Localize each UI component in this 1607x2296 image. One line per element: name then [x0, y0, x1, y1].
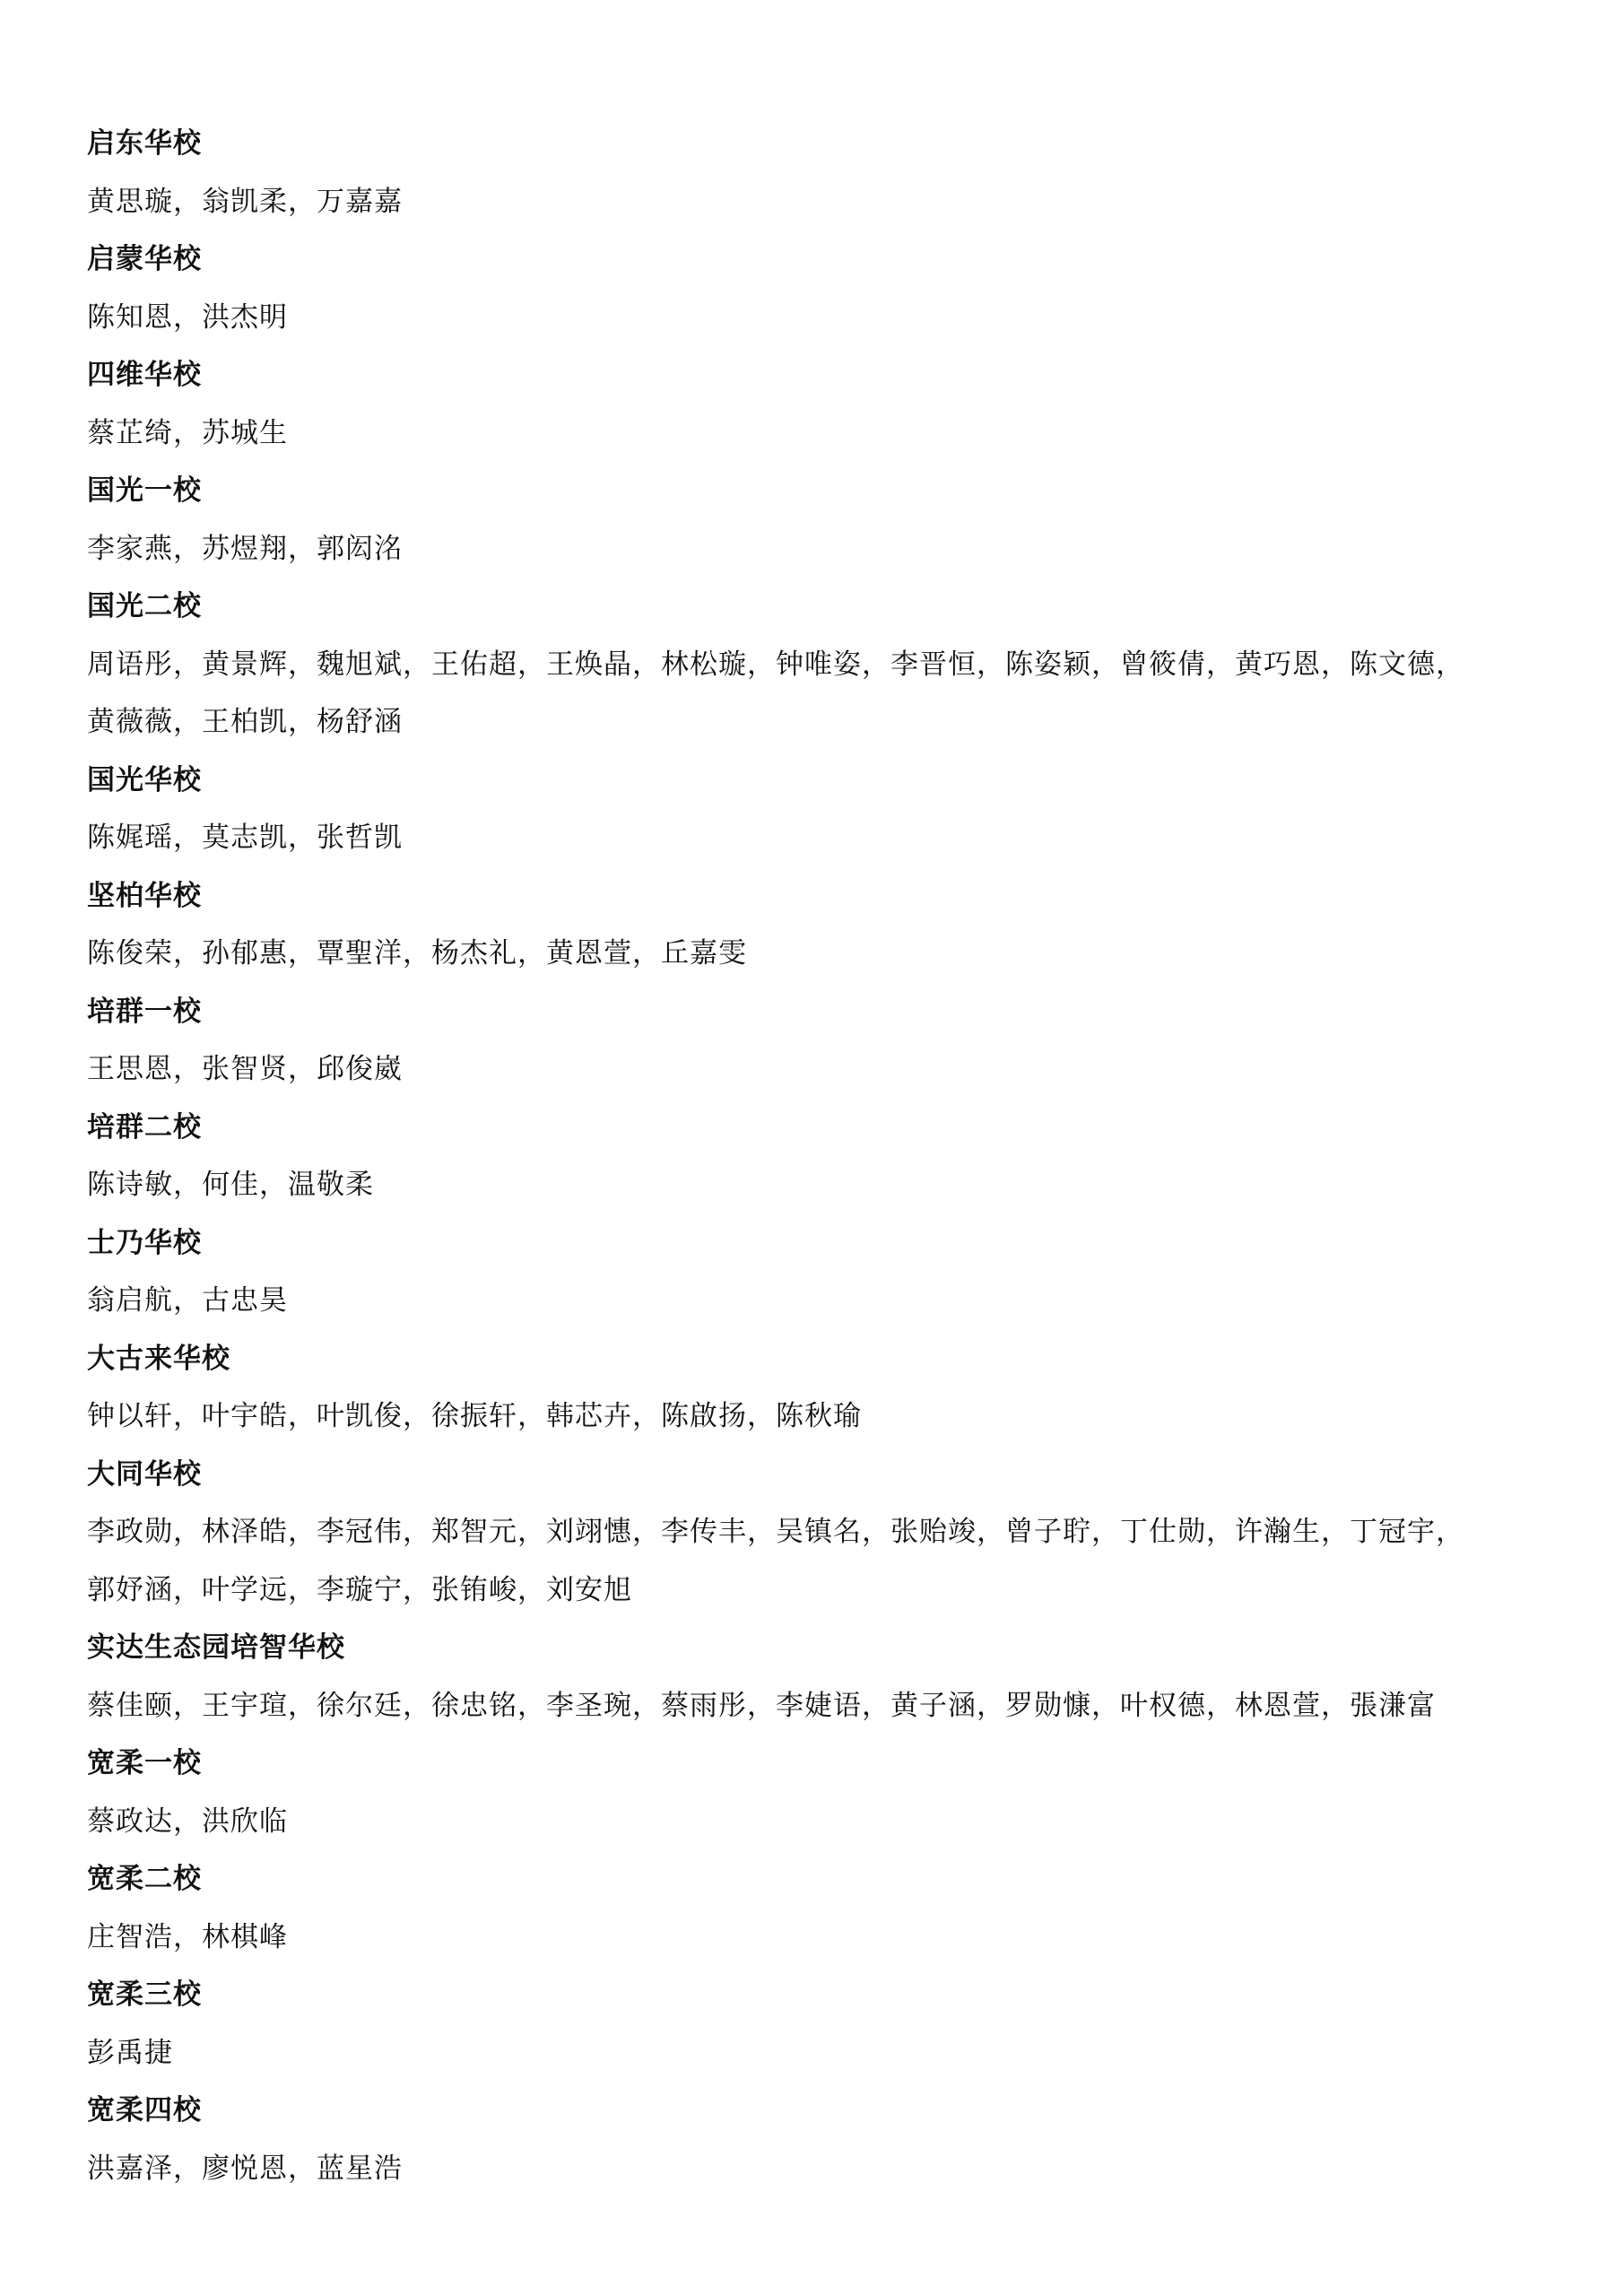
student-names-line: 黄薇薇，王柏凯，杨舒涵	[87, 706, 403, 738]
school-heading: 实达生态园培智华校	[87, 1631, 345, 1664]
school-heading: 培群一校	[87, 995, 202, 1028]
student-names-line: 李政勋，林泽皓，李冠伟，郑智元，刘翊憓，李传丰，吴镇名，张贻竣，曾子聍，丁仕勋，许瀚生，丁冠宇，	[87, 1516, 1464, 1548]
student-names-line: 周语彤，黄景辉，魏旭斌，王佑超，王焕晶，林松璇，钟唯姿，李晋恒，陈姿颖，曾筱倩，黄巧恩，陈文德，	[87, 648, 1464, 681]
student-names-line: 陈诗敏，何佳，温敬柔	[87, 1169, 374, 1201]
school-heading: 宽柔三校	[87, 1979, 202, 2011]
school-heading: 四维华校	[87, 359, 202, 391]
school-heading: 宽柔四校	[87, 2094, 202, 2126]
student-names-line: 黄思璇，翁凯柔，万嘉嘉	[87, 185, 403, 218]
school-heading: 坚柏华校	[87, 879, 202, 912]
student-names-line: 陈娓瑶，莫志凯，张哲凯	[87, 822, 403, 854]
school-heading: 启东华校	[87, 127, 202, 160]
student-names-line: 洪嘉泽，廖悦恩，蓝星浩	[87, 2152, 403, 2185]
school-heading: 国光华校	[87, 763, 202, 796]
school-heading: 大古来华校	[87, 1342, 230, 1375]
school-heading: 宽柔二校	[87, 1863, 202, 1895]
student-names-line: 钟以轩，叶宇皓，叶凯俊，徐振轩，韩芯卉，陈啟扬，陈秋瑜	[87, 1400, 862, 1432]
student-names-line: 翁启航，古忠昊	[87, 1284, 288, 1317]
school-heading: 培群二校	[87, 1110, 202, 1144]
school-heading: 大同华校	[87, 1457, 202, 1491]
student-names-line: 王思恩，张智贤，邱俊崴	[87, 1053, 403, 1085]
school-heading: 启蒙华校	[87, 243, 202, 275]
student-names-line: 蔡政达，洪欣临	[87, 1805, 288, 1838]
student-names-line: 蔡佳颐，王宇瑄，徐尔廷，徐忠铭，李圣琬，蔡雨彤，李婕语，黄子涵，罗勋慷，叶权德，林恩萱，張溓富	[87, 1689, 1436, 1722]
student-names-line: 陈知恩，洪杰明	[87, 300, 288, 334]
student-names-line: 陈俊荣，孙郁惠，覃聖洋，杨杰礼，黄恩萱，丘嘉雯	[87, 937, 747, 970]
student-names-line: 彭禹捷	[87, 2036, 173, 2069]
school-heading: 宽柔一校	[87, 1747, 202, 1779]
school-heading: 国光一校	[87, 474, 202, 507]
student-names-line: 李家燕，苏煜翔，郭闳洺	[87, 532, 403, 565]
student-names-line: 郭妤涵，叶学远，李璇宁，张铕峻，刘安旭	[87, 1573, 632, 1606]
school-heading: 士乃华校	[87, 1226, 202, 1259]
school-heading: 国光二校	[87, 590, 202, 622]
student-names-line: 蔡芷绮，苏城生	[87, 416, 288, 449]
student-names-line: 庄智浩，林棋峰	[87, 1920, 288, 1953]
